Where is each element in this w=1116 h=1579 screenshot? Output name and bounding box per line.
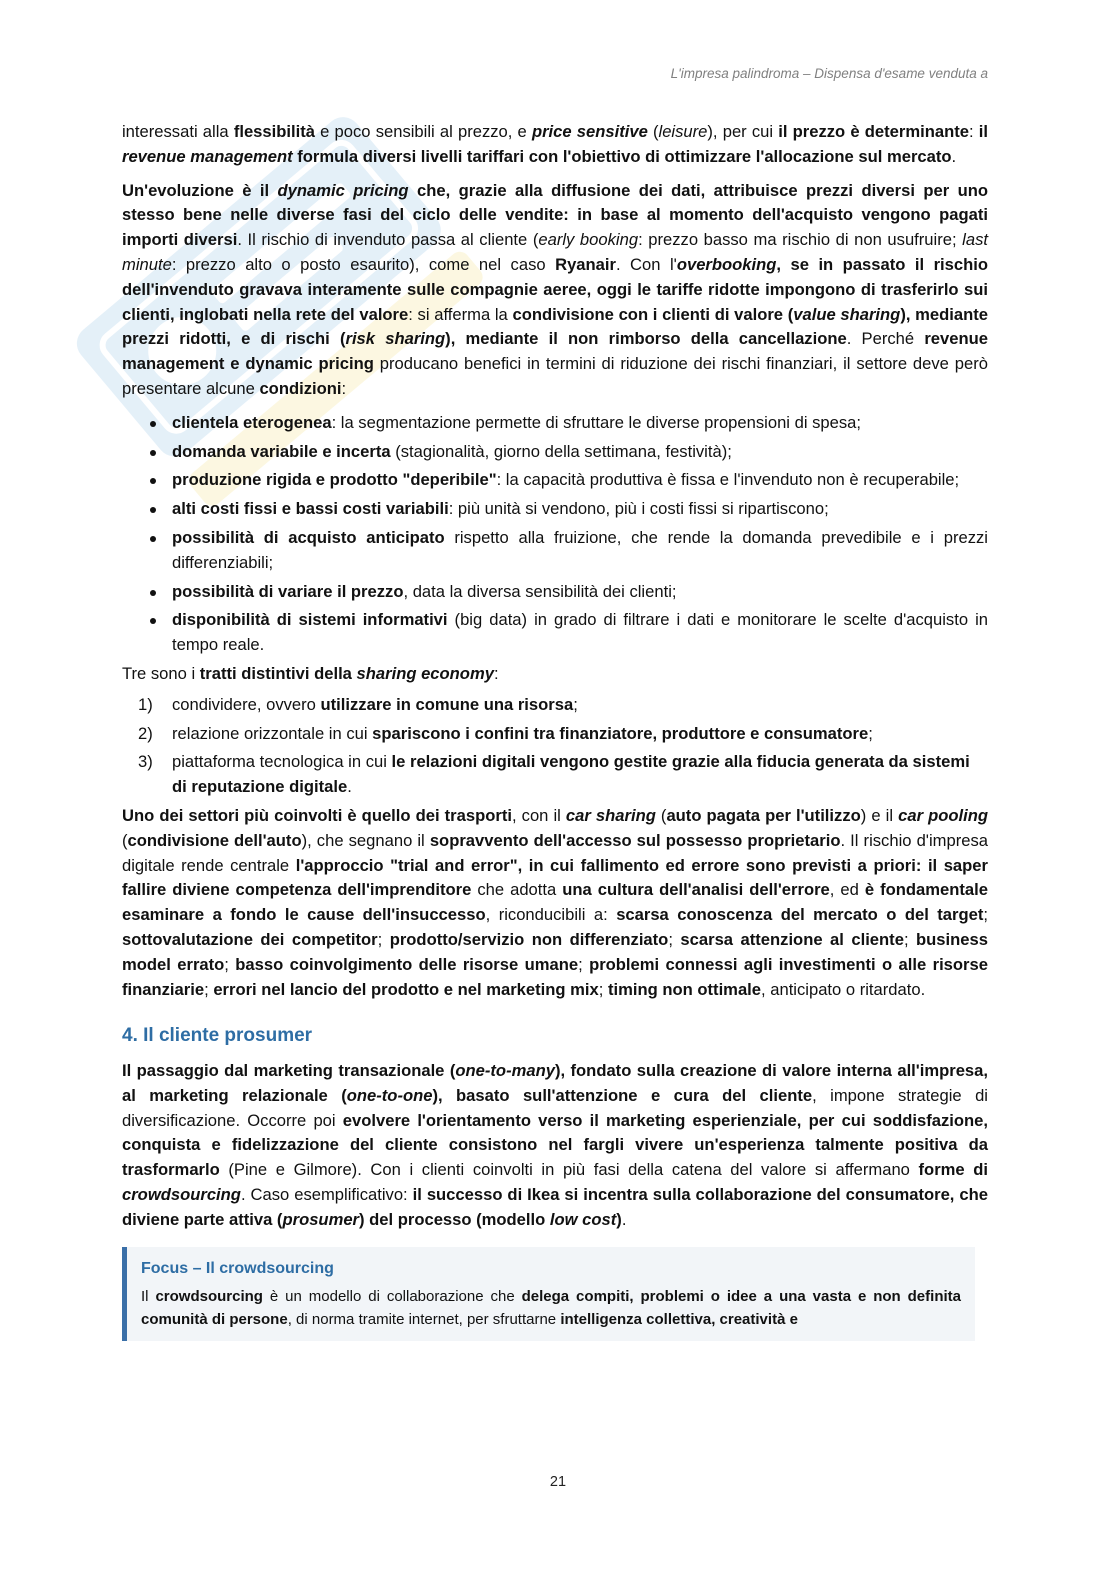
focus-box	[122, 1247, 975, 1342]
paragraph-revenue-management: interessati alla flessibilità e poco sensibili al prezzo, e price sensitive (leisure), per cui il prezzo è determinante: il revenue management formula diversi livelli tariffari con l'obiettivo di ottimizzare l'allocazione sul mercato.	[122, 122, 988, 166]
list-item: 2) relazione orizzontale in cui spariscono i confini tra finanziatore, produttore e consumatore;	[138, 723, 873, 743]
list-item: disponibilità di sistemi informativi (big data) in grado di filtrare i dati e monitorare le scelte d'acquisto in tempo reale.	[122, 608, 988, 658]
list-item: possibilità di acquisto anticipato rispetto alla fruizione, che rende la domanda prevedibile e i prezzi differenziabili;	[122, 526, 988, 576]
list-item: 3) piattaforma tecnologica in cui le relazioni digitali vengono gestite grazie alla fiducia generata da sistemi di reputazione digitale.	[138, 752, 970, 797]
page-number: 21	[549, 1474, 567, 1490]
paragraph-dynamic-pricing: Un'evoluzione è il dynamic pricing che, grazie alla diffusione dei dati, attribuisce prezzi diversi per uno stesso bene nelle diverse fasi del ciclo delle vendite: in base al momento dell'acquisto vengono pagati importi diversi. Il rischio di invenduto passa al cliente (early booking: prezzo basso ma rischio di non usufruire; last minute: prezzo alto o posto esaurito), come nel caso Ryanair. Con l'overbooking, se in passato il rischio dell'invenduto gravava interamente sulle compagnie aeree, oggi le tariffe ridotte impongono di trasferirlo sui clienti, inglobati nella rete del valore: si afferma la condivisione con i clienti di valore (value sharing), mediante prezzi ridotti, e di rischi (risk sharing), mediante il non rimborso della cancellazione. Perché revenue management e dynamic pricing producano benefici in termini di riduzione dei rischi finanziari, il settore deve però presentare alcune condizioni:	[122, 180, 989, 398]
sharing-traits-list	[122, 693, 988, 800]
list-item: produzione rigida e prodotto "deperibile": la capacità produttiva è fissa e l'invenduto non è recuperabile;	[122, 468, 988, 493]
section-heading: 4. Il cliente prosumer	[122, 1025, 313, 1047]
focus-title: Focus – Il crowdsourcing	[141, 1259, 334, 1277]
paragraph-transport-trial-error: Uno dei settori più coinvolti è quello dei trasporti, con il car sharing (auto pagata per l'utilizzo) e il car pooling (condivisione dell'auto), che segnano il sopravvento dell'accesso sul possesso proprietario. Il rischio d'impresa digitale rende centrale l'approccio "trial and error", in cui fallimento ed errore sono previsti a priori: il saper fallire diviene competenza dell'imprenditore che adotta una cultura dell'analisi dell'errore, ed è fondamentale esaminare a fondo le cause dell'insuccesso, riconducibili a: scarsa conoscenza del mercato o del target; sottovalutazione dei competitor; prodotto/servizio non differenziato; scarsa attenzione al cliente; business model errato; basso coinvolgimento delle risorse umane; problemi connessi agli investimenti o alle risorse finanziarie; errori nel lancio del prodotto e nel marketing mix; timing non ottimale, anticipato o ritardato.	[122, 805, 989, 999]
list-item: domanda variabile e incerta (stagionalità, giorno della settimana, festività);	[122, 440, 988, 465]
running-header: L'impresa palindroma – Dispensa d'esame venduta a	[670, 66, 988, 81]
list-item: possibilità di variare il prezzo, data la diversa sensibilità dei clienti;	[122, 580, 988, 605]
page-body	[122, 120, 988, 1341]
paragraph-sharing-intro: Tre sono i tratti distintivi della sharing economy:	[122, 663, 499, 683]
list-item: clientela eterogenea: la segmentazione permette di sfruttare le diverse propensioni di spesa;	[122, 411, 988, 436]
list-item: 1) condividere, ovvero utilizzare in comune una risorsa;	[138, 694, 578, 714]
list-item: alti costi fissi e bassi costi variabili: più unità si vendono, più i costi fissi si ripartiscono;	[122, 497, 988, 522]
focus-text: Il crowdsourcing è un modello di collaborazione che delega compiti, problemi o idee a una vasta e non definita comunità di persone, di norma tramite internet, per sfruttarne intelligenza collettiva, creatività e	[141, 1288, 961, 1329]
paragraph-prosumer: Il passaggio dal marketing transazionale (one-to-many), fondato sulla creazione di valore interna all'impresa, al marketing relazionale (one-to-one), basato sull'attenzione e cura del cliente, impone strategie di diversificazione. Occorre poi evolvere l'orientamento verso il marketing esperienziale, per cui soddisfazione, conquista e fidelizzazione del cliente consistono nel fargli vivere un'esperienza talmente positiva da trasformarlo (Pine e Gilmore). Con i clienti coinvolti in più fasi della catena del valore si affermano forme di crowdsourcing. Caso esemplificativo: il successo di Ikea si incentra sulla collaborazione del consumatore, che diviene parte attiva (prosumer) del processo (modello low cost).	[122, 1061, 989, 1229]
conditions-list	[122, 411, 988, 658]
